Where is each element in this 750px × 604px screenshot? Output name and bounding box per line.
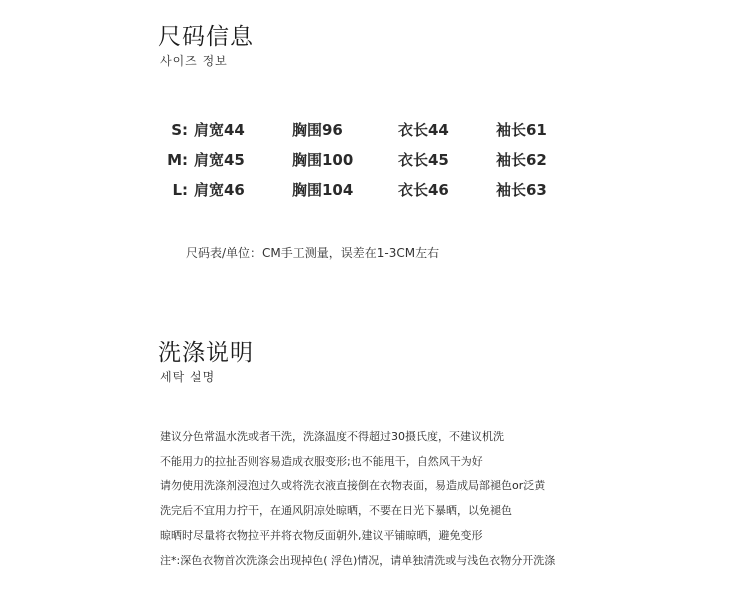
wash-instruction-line: 建议分色常温水洗或者干洗，洗涤温度不得超过30摄氏度，不建议机洗 bbox=[160, 430, 504, 443]
wash-instruction-line: 洗完后不宜用力拧干，在通风阴凉处晾晒，不要在日光下暴晒，以免褪色 bbox=[160, 504, 512, 517]
size-unit-note: 尺码表/单位：CM手工测量，误差在1-3CM左右 bbox=[186, 246, 440, 260]
garment-length: 衣长44 bbox=[398, 121, 449, 139]
size-section-title: 尺码信息 bbox=[158, 24, 254, 50]
shoulder-width: 肩宽46 bbox=[194, 181, 245, 199]
size-row-l bbox=[0, 180, 750, 200]
sleeve-length: 袖长62 bbox=[496, 151, 547, 169]
wash-instruction-line: 不能用力的拉扯否则容易造成衣服变形;也不能甩干，自然风干为好 bbox=[160, 455, 483, 468]
size-section-subtitle: 사이즈 정보 bbox=[160, 54, 228, 68]
sleeve-length: 袖长61 bbox=[496, 121, 547, 139]
sleeve-length: 袖长63 bbox=[496, 181, 547, 199]
size-row-s bbox=[0, 120, 750, 140]
chest-size: 胸围96 bbox=[292, 121, 343, 139]
shoulder-width: 肩宽44 bbox=[194, 121, 245, 139]
shoulder-width: 肩宽45 bbox=[194, 151, 245, 169]
garment-length: 衣长46 bbox=[398, 181, 449, 199]
size-label: L: bbox=[172, 181, 188, 199]
wash-section-subtitle: 세탁 설명 bbox=[160, 370, 216, 384]
wash-section-title: 洗涤说明 bbox=[158, 340, 254, 366]
garment-length: 衣长45 bbox=[398, 151, 449, 169]
wash-instruction-line: 晾晒时尽量将衣物拉平并将衣物反面朝外,建议平铺晾晒，避免变形 bbox=[160, 529, 483, 542]
size-label: S: bbox=[171, 121, 188, 139]
chest-size: 胸围104 bbox=[292, 181, 354, 199]
wash-instruction-line: 注*:深色衣物首次洗涤会出现掉色( 浮色)情况，请单独清洗或与浅色衣物分开洗涤 bbox=[160, 554, 556, 567]
size-label: M: bbox=[167, 151, 188, 169]
size-row-m bbox=[0, 150, 750, 170]
chest-size: 胸围100 bbox=[292, 151, 354, 169]
wash-instruction-line: 请勿使用洗涤剂浸泡过久或将洗衣液直接倒在衣物表面，易造成局部褪色or泛黄 bbox=[160, 479, 546, 492]
